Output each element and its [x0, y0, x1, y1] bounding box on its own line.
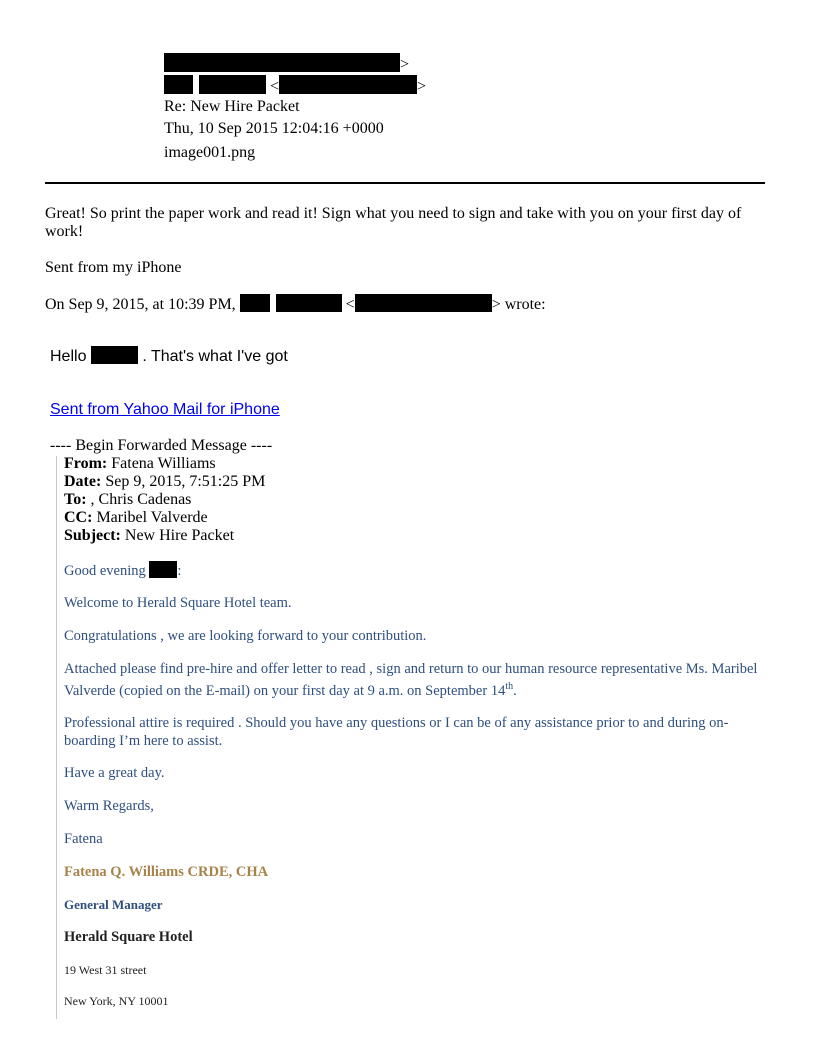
subject-value: Re: New Hire Packet: [164, 98, 300, 115]
redacted-name: [149, 561, 177, 578]
reply-signature: Sent from my iPhone: [45, 259, 182, 276]
signature-address-line1: 19 West 31 street: [64, 963, 147, 977]
signature-name: Fatena Q. Williams CRDE, CHA: [64, 864, 269, 880]
redacted-name-first: [240, 294, 270, 312]
forward-subject-row: Subject: New Hire Packet: [64, 527, 235, 544]
forward-from-row: From: Fatena Williams: [64, 455, 216, 472]
redacted-recipient-email: [279, 75, 417, 94]
paragraph-congratulations: Congratulations , we are looking forward to your contribution.: [64, 628, 427, 644]
paragraph-great-day: Have a great day.: [64, 765, 165, 781]
yahoo-link-row: [50, 400, 280, 420]
reply-body: Great! So print the paper work and read it! Sign what you need to sign and take with you on your first day of work!: [45, 205, 742, 240]
quote-bar: [56, 456, 57, 1019]
redacted-recipient-first: [164, 75, 193, 94]
forward-to-row: To: , Chris Cadenas: [64, 491, 192, 508]
forward-cc-row: CC: Maribel Valverde: [64, 509, 208, 526]
yahoo-hello: Hello . That's what I've got: [50, 348, 288, 365]
signature-hotel: Herald Square Hotel: [64, 929, 193, 945]
header-divider: [45, 182, 765, 184]
paragraph-welcome: Welcome to Herald Square Hotel team.: [64, 595, 292, 611]
paragraph-attached: Attached please find pre-hire and offer letter to read , sign and return to our human resource representative Ms. Maribel Valverde (copied on the E-mail) on your first day at 9 a.m. on September 14th.: [64, 661, 758, 699]
signature-address-line2: New York, NY 10001: [64, 994, 169, 1008]
redacted-name: [91, 346, 138, 364]
paragraph-name: Fatena: [64, 831, 103, 847]
signature-title: General Manager: [64, 897, 163, 912]
yahoo-mail-link[interactable]: Sent from Yahoo Mail for iPhone: [50, 401, 280, 418]
forward-begin: ---- Begin Forwarded Message ----: [50, 437, 273, 454]
quote-attribution: On Sep 9, 2015, at 10:39 PM, < > wrote:: [45, 296, 546, 313]
redacted-sender: [164, 53, 400, 72]
date-value: Thu, 10 Sep 2015 12:04:16 +0000: [164, 120, 384, 137]
paragraph-attire: Professional attire is required . Should you have any questions or I can be of any assistance prior to and during on-boarding I’m here to assist.: [64, 715, 729, 749]
greeting: Good evening :: [64, 563, 182, 579]
forward-date-row: Date: Sep 9, 2015, 7:51:25 PM: [64, 473, 266, 490]
inline-images-value: image001.png: [164, 144, 256, 161]
redacted-recipient-last: [199, 75, 266, 94]
paragraph-regards: Warm Regards,: [64, 798, 154, 814]
redacted-email: [355, 294, 492, 312]
redacted-name-last: [276, 294, 342, 312]
